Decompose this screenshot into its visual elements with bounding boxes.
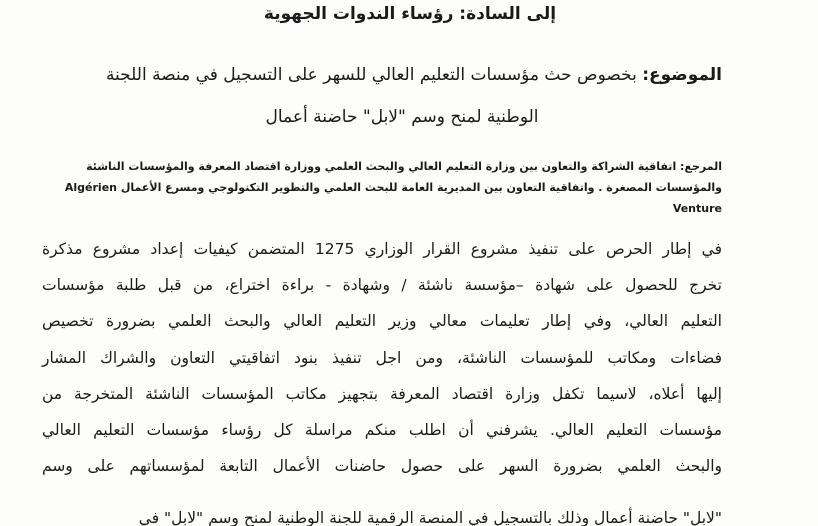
subject-label: الموضوع: xyxy=(642,65,722,85)
body-line-partial: "لابل" حاضنة أعمال وذلك بالتسجيل في المنصة الرقمية للجنة الوطنية لمنح وسم "لابل" في xyxy=(138,509,722,526)
reference-block xyxy=(42,156,722,219)
body-line: إليها أعلاه، لاسيما تكفل وزارة اقتصاد المعرفة بتجهيز مكاتب المؤسسات الناشئة المتخرجة من xyxy=(42,384,722,403)
subject-line-2: الوطنية لمنح وسم "لابل" حاضنة أعمال xyxy=(265,107,539,127)
subject-line-1: بخصوص حث مؤسسات التعليم العالي للسهر على التسجيل في منصة اللجنة xyxy=(105,65,637,85)
reference-latin-name: Algérien Venture xyxy=(64,181,722,215)
body-line: التعليم العالي، وفي إطار تعليمات معالي وزير التعليم العالي والبحث العلمي بضرورة تخصيص xyxy=(42,312,722,331)
body-line: مؤسسات التعليم العالي. يشرفني أن اطلب منكم مراسلة كل رؤساء مؤسسات التعليم العالي xyxy=(42,421,722,440)
body-line: تخرج للحصول على شهادة –مؤسسة ناشئة / وشهادة - براءة اختراع، من قبل طلبة مؤسسات xyxy=(42,276,722,295)
reference-line-1: المرجع: اتفاقية الشراكة والتعاون بين وزارة التعليم العالي والبحث العلمي ووزارة اقتصاد المعرفة والمؤسسات الناشئة xyxy=(86,160,722,173)
reference-line-2 xyxy=(42,177,722,219)
body-line: والبحث العلمي بضرورة السهر على حصول حاضنات الأعمال التابعة لمؤسساتهم على وسم xyxy=(42,457,722,476)
letter-body xyxy=(42,231,722,484)
body-line-cut-off xyxy=(42,506,722,526)
body-line: في إطار الحرص على تنفيذ مشروع القرار الوزاري 1275 المتضمن كيفيات إعداد مشروع مذكرة xyxy=(42,240,722,258)
addressee-heading: إلى السادة: رؤساء الندوات الجهوية xyxy=(263,4,557,24)
subject-block xyxy=(82,54,722,138)
body-line: فضاءات ومكاتب للمؤسسات الناشئة، ومن اجل تنفيذ بنود اتفاقيتي التعاون والشراك المشار xyxy=(42,348,722,367)
reference-line-2-arabic: والمؤسسات المصغرة . واتفاقية التعاون بين المديرية العامة للبحث العلمي والتطوير التكنولوجي ومسرع الأعمال xyxy=(120,181,722,194)
